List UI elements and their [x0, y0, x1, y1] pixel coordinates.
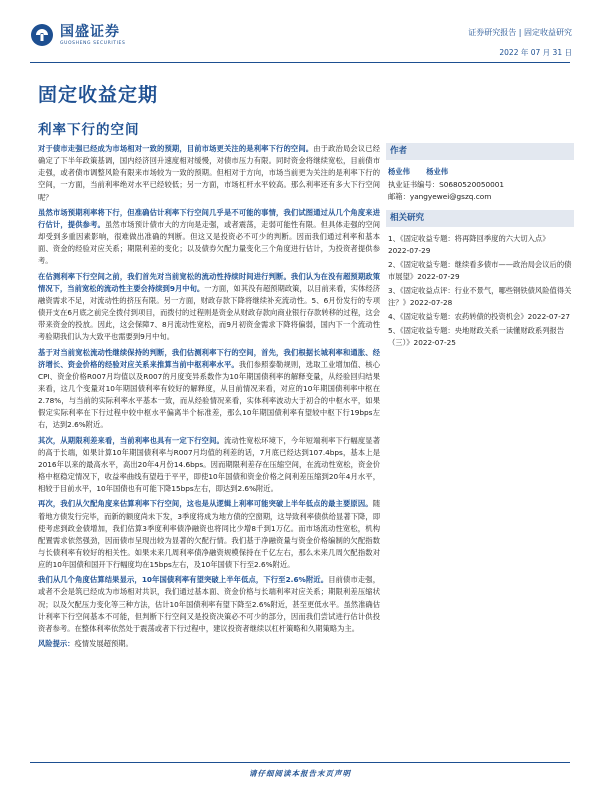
paragraph-lead: 在估测利率下行空间之前，我们首先对当前宽松的流动性持续时间进行判断。我们认为在没有超预期政策情况下，当前宽松的流动性主要会持续到9月中旬。 — [38, 271, 380, 293]
paragraph-text: 随着地方债发行完毕，而新的额度尚未下发，3季度将成为地方债的空窗期，这导致利率债供给显著下降，即使考虑到政金债增加，我们估算3季度利率债净融资也将同比少增8千到1万亿。而市场流动性宽松，机构配置需求依然强劲，因而债市呈现出较为显著的欠配行情。我们基于净融资量与资金价格编制的欠配指数与长债利率有较好的相关性。如果未来几周利率债净融资规模保持在千亿左右，那么未来几周欠配指数对应的10年国债和国开下行幅度均在15bps左右，及10年国债下行至2.6%附近。 — [38, 499, 380, 570]
paragraph-text: 流动性宽松环境下，今年短端利率下行幅度显著的高于长端，如果计算10年期国债利率与R007月均值的利差的话，7月底已经达到107.4bps，基本上是2016年以来的最高水平，高出20年4月份14.6bps。因而期限利差存在压缩空间，在流动性宽松，资金价格中枢稳定情况下，收益率曲线有望趋于平平，即使10年国债和资金价格之间利差压缩到20年4月水平，相较于目前水平，10年国债也有可能下降15bps左右，即达到2.6%附近。 — [38, 435, 381, 494]
page-subtitle: 利率下行的空间 — [38, 122, 140, 138]
related-item[interactable] — [388, 233, 574, 257]
report-date: 2022 年 07 月 31 日 — [499, 48, 572, 57]
paragraph-lead: 虽然市场预期利率将下行，但准确估计利率下行空间几乎是不可能的事情，我们试图通过从几个角度来进行估计，提供参考。 — [38, 207, 380, 229]
related-date: 2022-07-29 — [417, 271, 460, 281]
sidebar — [386, 143, 574, 351]
paragraph-text: 我们参照泰勒规则，选取工业增加值、核心CPI、资金价格R007月均值以及R007的月度变异系数作为10年期国债利率的解释变量，从经验回归结果来看，这几个变量对10年期国债利率有较好的解释度，从目前情况来看，对应的10年期国债利率中枢在2.78%，与当前的实际利率水平基本一致，而从经验情况来看，实体利率波动大于初合的中枢水平，如果假定实际利率在下行过程中较中枢水平偏离半个标准差，那么10年期国债利率有望较中枢下行19bps左右，达到2.6%附近。 — [38, 359, 381, 430]
email-label: 邮箱： — [388, 192, 410, 201]
email-link[interactable]: yangyewei@gszq.com — [409, 192, 492, 201]
related-date: 2022-07-27 — [527, 311, 571, 321]
related-item[interactable] — [388, 259, 574, 283]
paragraph — [38, 574, 380, 635]
related-title[interactable]: 2、《固定收益专题：继续看多债市——政治局会议后的债市展望》 — [388, 259, 572, 281]
guosheng-logo-icon — [30, 23, 54, 47]
paragraph-text: 一方面，如其没有超预期政策，以目前来看，实体经济融资需求不足，对流动性的挤压有限。另一方面，财政存款下降将继续补充流动性。5、6月份发行的专项债开支在6月底之前完全拨付到项目，而拨付的过程则是资金从财政存款向商业银行存款转移的过程，这会带来资金的投放。因此，这会保障7、8月流动性宽松，而9月初资金需求下降将偏弱，国内下一个流动性考验期我们认为大致平也需要到9月中旬。 — [38, 283, 381, 342]
paragraph — [38, 498, 380, 571]
paragraph-lead: 基于对当前宽松流动性继续保持的判断，我们估测利率下行的空间，首先，我们根据长城利率和通胀、经济增长、资金价格的经验对应关系来推算当前中枢利率水平。 — [38, 347, 380, 369]
paragraph-lead: 对于债市走强已经成为市场相对一致的预期，目前市场更关注的是利率下行的空间。 — [38, 144, 314, 153]
license-number: S0680520050001 — [439, 179, 505, 189]
report-category: 固定收益研究 — [524, 28, 572, 37]
related-date: 2022-07-28 — [409, 297, 453, 307]
paragraph-text: 虽然市场预计债市大的方向是走强，或者震荡，走弱可能性有限。但具体走强的空间却受到多重因素影响，很难做出准确的判断。但这又是投资必不可少的判断。因而我们通过利率和基本面、资金的经验对应关系；期限利差的变化；以及债券欠配力量变化三个角度进行估计，为投资者提供参考。 — [38, 219, 381, 266]
paragraph — [38, 143, 380, 204]
logo-chinese-name: 国盛证券 — [60, 23, 120, 40]
author-block — [386, 160, 574, 204]
related-date: 2022-07-25 — [413, 337, 456, 347]
risk-paragraph — [38, 638, 380, 650]
paragraph-text: 由于政治局会议已经确定了下半年政策基调，国内经济回升速度相对缓慢，对债市压力有限。同时资金将继续宽松，目前债市走强，或者债市调整风险有限来市场较为一致的预期。但相对于方向，市场当前更为关注的是利率下行的空间，一方面，当前利率绝对水平已经较低；另一方面，市场杠杆水平较高。那么利率还有多大下行空间呢？ — [38, 144, 381, 202]
paragraph — [38, 435, 380, 496]
header-rule — [30, 62, 570, 63]
footer-rule — [30, 762, 570, 763]
author-name: 杨业伟 — [426, 167, 449, 176]
related-title[interactable]: 1、《固定收益专题：将再降回季度的六大切入点》 — [388, 233, 550, 243]
risk-text: 疫情发展超预期。 — [74, 639, 133, 649]
logo-english-name: GUOSHENG SECURITIES — [60, 40, 126, 46]
footer-disclaimer: 请仔细阅读本报告末页声明 — [249, 769, 351, 778]
author-heading: 作者 — [386, 143, 574, 160]
author-name: 杨业伟 — [388, 167, 410, 176]
related-heading: 相关研究 — [386, 210, 574, 227]
related-item[interactable] — [388, 325, 574, 349]
paragraph — [38, 207, 380, 268]
paragraph — [38, 347, 380, 432]
related-item[interactable] — [388, 311, 574, 323]
report-type: 证券研究报告 — [468, 28, 517, 37]
related-title[interactable]: 4、《固定收益专题：农药转债的投资机会》 — [388, 311, 528, 321]
paragraph-lead: 再次，我们从欠配角度来估算利率下行空间，这也是从逻辑上利率可能突破上半年低点的最主要原因。 — [38, 499, 373, 509]
related-title[interactable]: 5、《固定收益专题：央地财政关系一读懂财政系列报告（三）》 — [388, 325, 565, 347]
paragraph — [38, 271, 380, 344]
company-logo — [30, 20, 160, 50]
paragraph-text: 目前债市走强，或者不会是筑已经成为市场相对共识，我们通过基本面、资金价格与长端利率对应关系；期限利差压缩状况；以及欠配压力变化等三种方法，估计10年国债利率有望下降至2.6%附近，甚至更低水平。虽然准确估计利率下行空间基本不可能，但判断下行空间又是投资决策必不可少的部分，因而我们尝试进行估计供投资者参考。在整体利率依然处于震荡或者下行过程中，建议投资者继续以杠杆策略和久期策略为主。 — [38, 575, 380, 633]
report-body — [38, 143, 380, 653]
related-list — [386, 227, 574, 349]
report-type-line — [468, 27, 572, 39]
page-title: 固定收益定期 — [38, 84, 159, 106]
license-label: 执业证书编号： — [388, 179, 440, 189]
related-item[interactable] — [388, 285, 574, 309]
paragraph-lead: 我们从几个角度估算结果显示，10年国债利率有望突破上半年低点，下行至2.6%附近。 — [38, 575, 329, 585]
risk-label: 风险提示： — [38, 639, 75, 649]
related-date: 2022-07-29 — [388, 245, 431, 255]
report-header — [0, 0, 600, 70]
related-title[interactable]: 3、《固定收益点评：行业不景气，哪些钢铁债风险值得关注？》 — [388, 285, 572, 307]
paragraph-lead: 其次，从期限利差来看，当前利率也具有一定下行空间。 — [38, 435, 224, 445]
header-divider: | — [518, 28, 522, 37]
